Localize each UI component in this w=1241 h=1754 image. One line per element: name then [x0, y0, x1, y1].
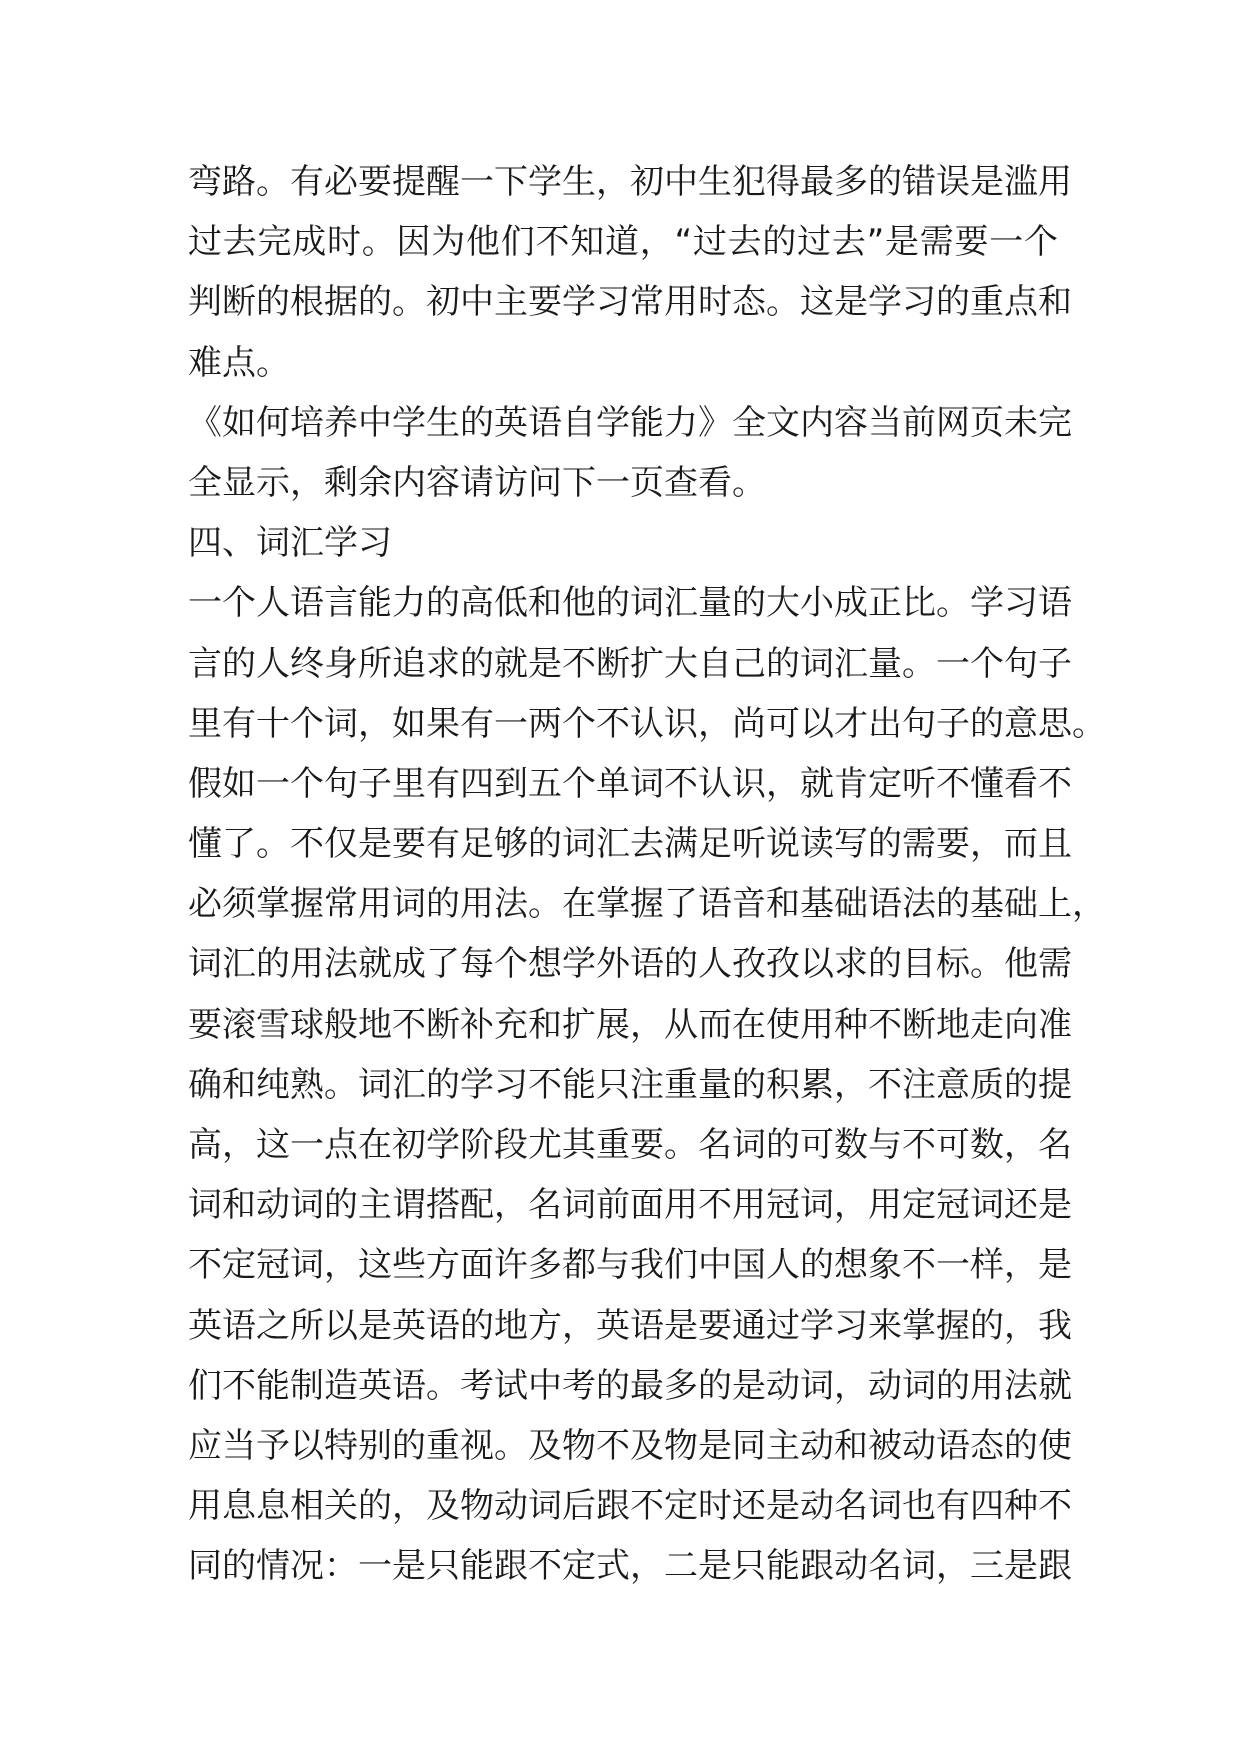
text-line: 用息息相关的，及物动词后跟不定时还是动名词也有四种不	[188, 1486, 1072, 1527]
text-line: 弯路。有必要提醒一下学生，初中生犯得最多的错误是滥用	[188, 162, 1072, 202]
text-line: 必须掌握常用词的用法。在掌握了语音和基础语法的基础上，	[188, 884, 1106, 925]
text-line: 们不能制造英语。考试中考的最多的是动词，动词的用法就	[188, 1365, 1072, 1406]
text-line: 确和纯熟。词汇的学习不能只注重量的积累，不注意质的提	[188, 1064, 1072, 1105]
text-line: 应当予以特别的重视。及物不及物是同主动和被动语态的使	[188, 1425, 1072, 1466]
text-line: 言的人终身所追求的就是不断扩大自己的词汇量。一个句子	[188, 643, 1072, 684]
text-line: 同的情况：一是只能跟不定式，二是只能跟动名词，三是跟	[188, 1546, 1072, 1587]
text-line: 一个人语言能力的高低和他的词汇量的大小成正比。学习语	[188, 583, 1072, 624]
body-text	[188, 152, 1106, 1597]
text-line: 里有十个词，如果有一两个不认识，尚可以才出句子的意思。	[188, 703, 1106, 744]
text-line: 全显示，剩余内容请访问下一页查看。	[188, 462, 766, 503]
section-heading: 四、词汇学习	[188, 523, 392, 564]
text-line: 词和动词的主谓搭配，名词前面用不用冠词，用定冠词还是	[188, 1185, 1072, 1226]
text-line: 难点。	[188, 342, 290, 383]
text-line: 懂了。不仅是要有足够的词汇去满足听说读写的需要，而且	[188, 824, 1072, 865]
text-line: 不定冠词，这些方面许多都与我们中国人的想象不一样，是	[188, 1245, 1072, 1286]
text-line: 《如何培养中学生的英语自学能力》全文内容当前网页未完	[188, 402, 1072, 443]
text-line: 要滚雪球般地不断补充和扩展，从而在使用种不断地走向准	[188, 1004, 1072, 1045]
text-line: 英语之所以是英语的地方，英语是要通过学习来掌握的，我	[188, 1305, 1072, 1346]
text-line: 过去完成时。因为他们不知道，“过去的过去”是需要一个	[188, 222, 1058, 263]
text-line: 词汇的用法就成了每个想学外语的人孜孜以求的目标。他需	[188, 944, 1072, 985]
text-line: 高，这一点在初学阶段尤其重要。名词的可数与不可数，名	[188, 1125, 1072, 1165]
text-line: 假如一个句子里有四到五个单词不认识，就肯定听不懂看不	[188, 763, 1072, 804]
text-line: 判断的根据的。初中主要学习常用时态。这是学习的重点和	[188, 282, 1072, 323]
